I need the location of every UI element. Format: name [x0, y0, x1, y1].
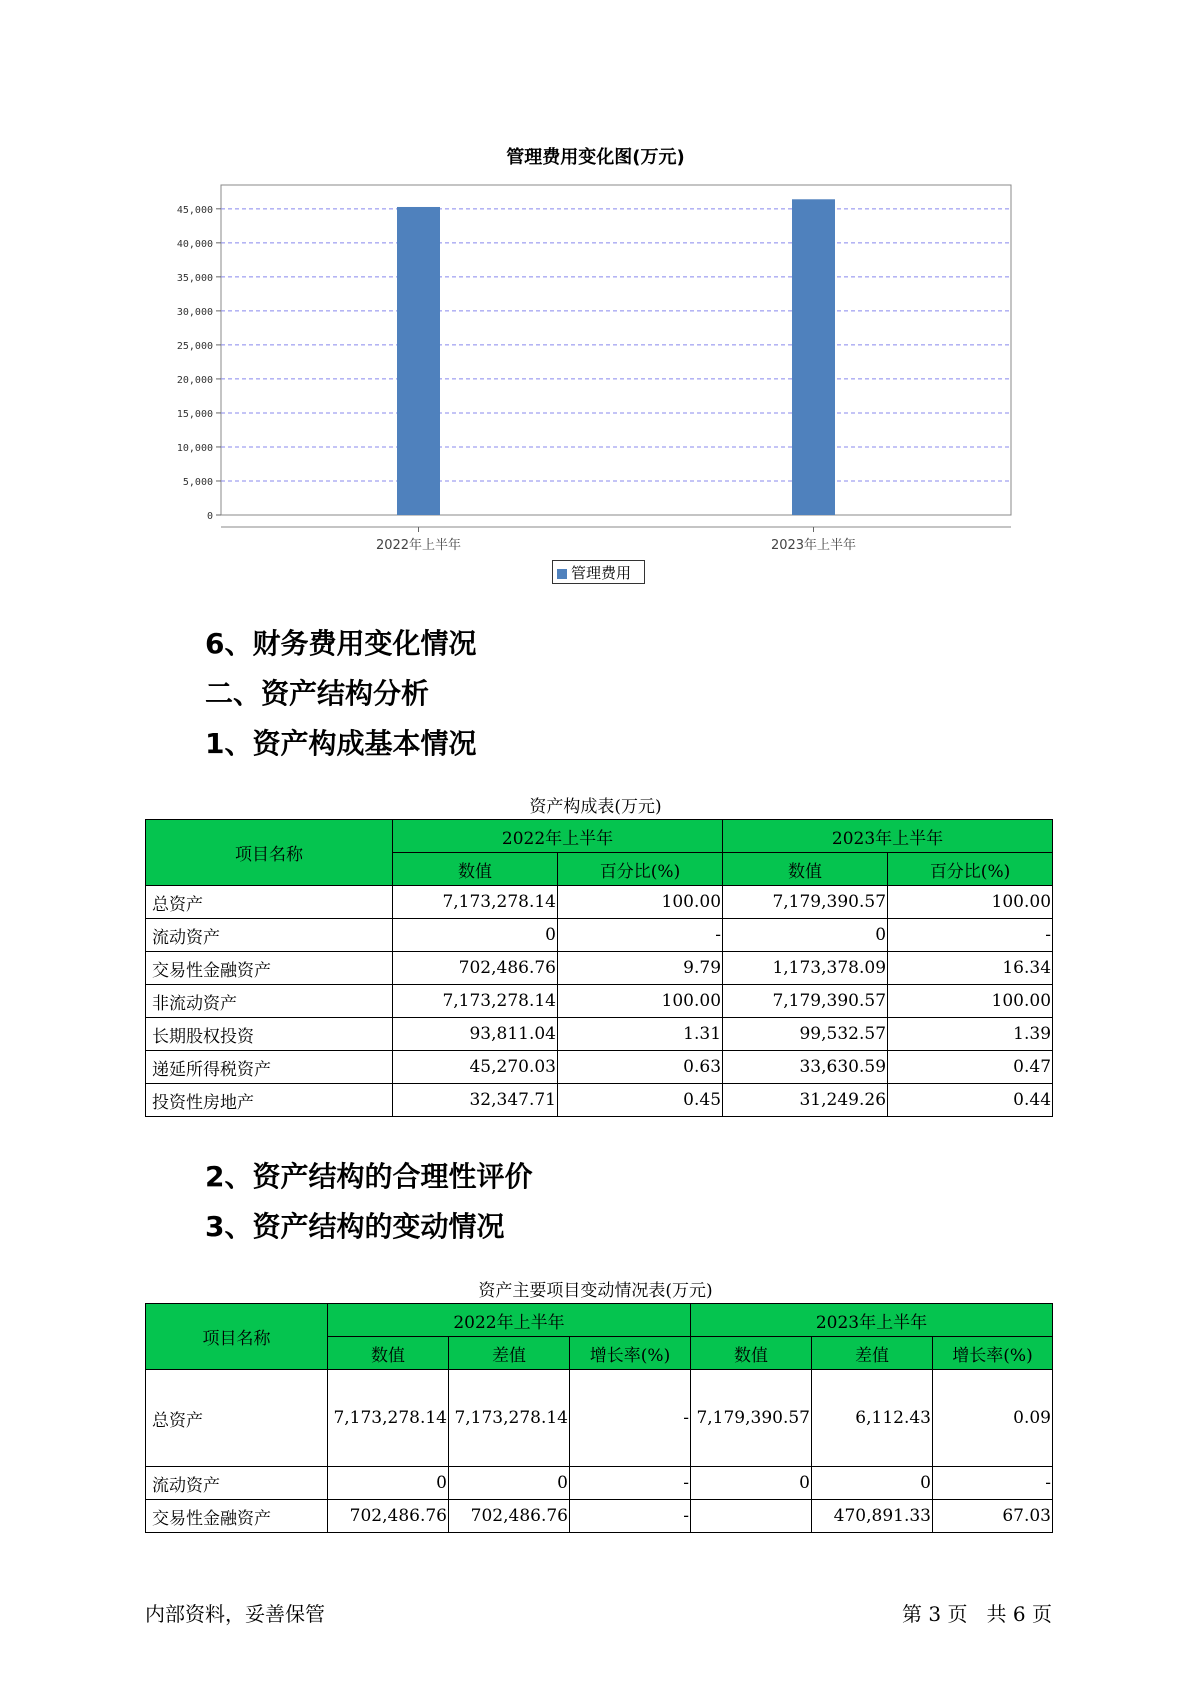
row-label: 流动资产	[146, 1467, 328, 1500]
table-row	[146, 1467, 1053, 1500]
value-cell: 0	[328, 1467, 449, 1500]
table-row	[146, 1018, 1053, 1051]
footer-page-number: 第 3 页 共 6 页	[902, 1602, 1052, 1626]
chart-title: 管理费用变化图(万元)	[506, 147, 685, 168]
value-cell: 702,486.76	[393, 952, 558, 985]
x-tick-label: 2023年上半年	[770, 538, 857, 553]
table-row	[146, 952, 1053, 985]
row-label: 总资产	[146, 1370, 328, 1467]
percent-cell: 1.31	[558, 1018, 723, 1051]
table-row	[146, 1370, 1053, 1467]
percent-cell: 0.45	[558, 1084, 723, 1117]
value-cell: 7,173,278.14	[393, 985, 558, 1018]
y-tick-label: 10,000	[176, 442, 213, 454]
heading-asset-structure: 二、资产结构分析	[205, 677, 430, 710]
header-period-2022: 2022年上半年	[393, 820, 723, 853]
value-cell: 7,173,278.14	[328, 1370, 449, 1467]
diff-cell: 6,112.43	[812, 1370, 933, 1467]
legend-label: 管理费用	[571, 564, 632, 582]
row-label: 投资性房地产	[146, 1084, 393, 1117]
y-tick-label: 0	[206, 511, 213, 522]
table2-caption: 资产主要项目变动情况表(万元)	[478, 1281, 713, 1301]
table1-caption: 资产构成表(万元)	[529, 797, 662, 817]
diff-cell: 0	[812, 1467, 933, 1500]
percent-cell: 0.47	[888, 1051, 1053, 1084]
heading-asset-composition: 1、资产构成基本情况	[205, 727, 477, 760]
table-row	[146, 1084, 1053, 1117]
row-label: 非流动资产	[146, 985, 393, 1018]
heading-structure-evaluation: 2、资产结构的合理性评价	[205, 1160, 533, 1193]
header-growth-rate: 增长率(%)	[570, 1337, 691, 1370]
value-cell	[691, 1500, 812, 1533]
table-row	[146, 1500, 1053, 1533]
growth-rate-cell: -	[570, 1370, 691, 1467]
bar	[397, 207, 440, 515]
asset-change-table	[145, 1303, 1053, 1533]
value-cell: 45,270.03	[393, 1051, 558, 1084]
table-row	[146, 1051, 1053, 1084]
row-label: 总资产	[146, 886, 393, 919]
growth-rate-cell: 0.09	[933, 1370, 1053, 1467]
value-cell: 1,173,378.09	[723, 952, 888, 985]
header-value: 数值	[691, 1337, 812, 1370]
header-period-2022: 2022年上半年	[328, 1304, 691, 1337]
percent-cell: 100.00	[888, 886, 1053, 919]
heading-finance-expense: 6、财务费用变化情况	[205, 627, 477, 660]
percent-cell: -	[888, 919, 1053, 952]
y-tick-label: 45,000	[176, 204, 213, 216]
chart-legend	[552, 560, 645, 584]
diff-cell: 0	[449, 1467, 570, 1500]
growth-rate-cell: -	[570, 1467, 691, 1500]
y-tick-label: 30,000	[176, 306, 213, 318]
y-tick-label: 25,000	[176, 340, 213, 352]
value-cell: 0	[691, 1467, 812, 1500]
percent-cell: 100.00	[888, 985, 1053, 1018]
value-cell: 99,532.57	[723, 1018, 888, 1051]
growth-rate-cell: -	[933, 1467, 1053, 1500]
plot-area	[221, 185, 1011, 515]
value-cell: 0	[723, 919, 888, 952]
bar	[792, 199, 835, 515]
percent-cell: 1.39	[888, 1018, 1053, 1051]
row-label: 流动资产	[146, 919, 393, 952]
value-cell: 93,811.04	[393, 1018, 558, 1051]
y-tick-label: 40,000	[176, 238, 213, 250]
percent-cell: 100.00	[558, 985, 723, 1018]
value-cell: 7,173,278.14	[393, 886, 558, 919]
table-row	[146, 919, 1053, 952]
header-item-name: 项目名称	[146, 820, 393, 886]
row-label: 交易性金融资产	[146, 1500, 328, 1533]
value-cell: 32,347.71	[393, 1084, 558, 1117]
asset-composition-table	[145, 819, 1053, 1117]
diff-cell: 470,891.33	[812, 1500, 933, 1533]
y-tick-label: 5,000	[182, 476, 213, 488]
row-label: 长期股权投资	[146, 1018, 393, 1051]
header-growth-rate: 增长率(%)	[933, 1337, 1053, 1370]
value-cell: 7,179,390.57	[723, 985, 888, 1018]
header-item-name: 项目名称	[146, 1304, 328, 1370]
table-row	[146, 886, 1053, 919]
value-cell: 7,179,390.57	[723, 886, 888, 919]
heading-structure-change: 3、资产结构的变动情况	[205, 1210, 505, 1243]
bar-chart	[0, 0, 1191, 560]
percent-cell: 0.63	[558, 1051, 723, 1084]
value-cell: 7,179,390.57	[691, 1370, 812, 1467]
percent-cell: 0.44	[888, 1084, 1053, 1117]
growth-rate-cell: 67.03	[933, 1500, 1053, 1533]
header-diff: 差值	[449, 1337, 570, 1370]
percent-cell: 9.79	[558, 952, 723, 985]
header-diff: 差值	[812, 1337, 933, 1370]
y-tick-label: 20,000	[176, 374, 213, 386]
header-value: 数值	[723, 853, 888, 886]
header-percent: 百分比(%)	[888, 853, 1053, 886]
value-cell: 702,486.76	[328, 1500, 449, 1533]
header-period-2023: 2023年上半年	[691, 1304, 1053, 1337]
header-value: 数值	[328, 1337, 449, 1370]
table-row	[146, 985, 1053, 1018]
value-cell: 31,249.26	[723, 1084, 888, 1117]
percent-cell: -	[558, 919, 723, 952]
y-tick-label: 15,000	[176, 408, 213, 420]
diff-cell: 702,486.76	[449, 1500, 570, 1533]
header-percent: 百分比(%)	[558, 853, 723, 886]
row-label: 交易性金融资产	[146, 952, 393, 985]
row-label: 递延所得税资产	[146, 1051, 393, 1084]
diff-cell: 7,173,278.14	[449, 1370, 570, 1467]
value-cell: 33,630.59	[723, 1051, 888, 1084]
x-tick-label: 2022年上半年	[375, 538, 462, 553]
legend-swatch	[557, 569, 567, 579]
header-period-2023: 2023年上半年	[723, 820, 1053, 853]
footer-confidential: 内部资料，妥善保管	[145, 1602, 325, 1626]
percent-cell: 16.34	[888, 952, 1053, 985]
header-value: 数值	[393, 853, 558, 886]
percent-cell: 100.00	[558, 886, 723, 919]
y-tick-label: 35,000	[176, 272, 213, 284]
growth-rate-cell: -	[570, 1500, 691, 1533]
value-cell: 0	[393, 919, 558, 952]
